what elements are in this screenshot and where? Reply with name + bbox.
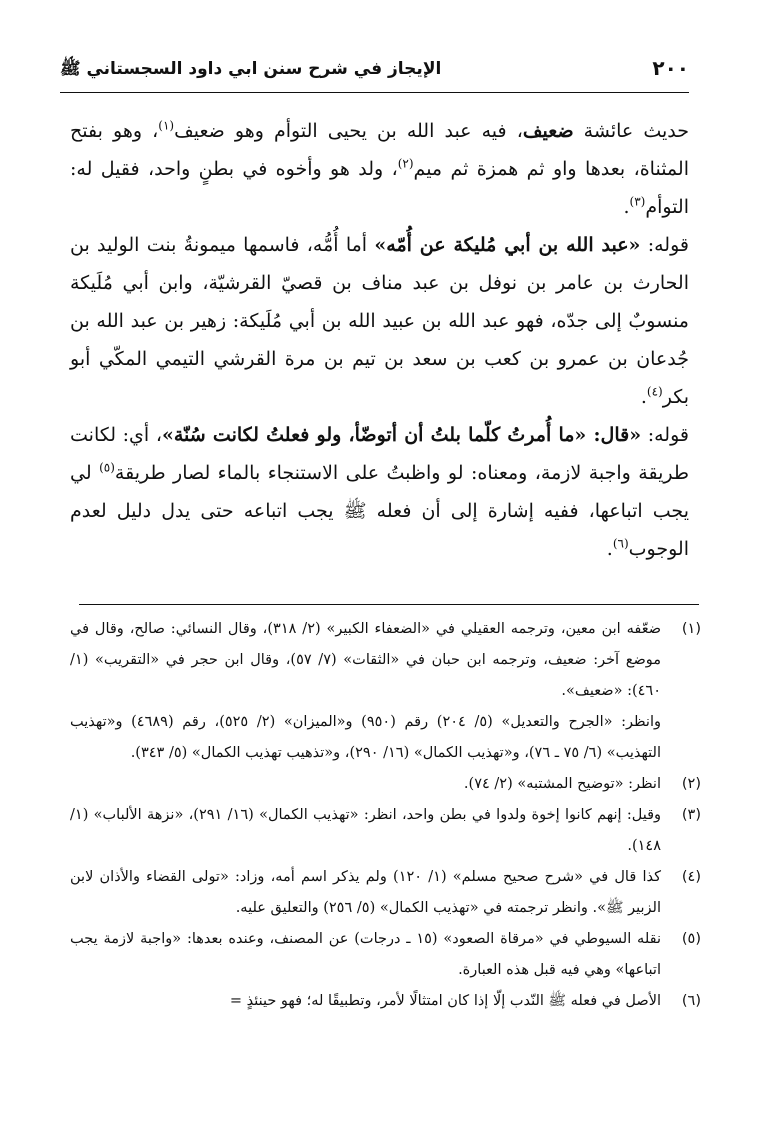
footnote-ref-5[interactable]: (٥) bbox=[99, 460, 115, 475]
footnote-line: وانظر: «الجرح والتعديل» (٥/ ٢٠٤) رقم (٩٥٠) و«الميزان» (٢/ ٥٢٥)، رقم (٤٦٨٩) و«تهذيب التهذيب» (٦/ ٧٥ ـ ٧٦)، و«تهذيب الكمال» (١٦/ ٢٩٠)، و«تذهيب تهذيب الكمال» (٥/ ٣٤٣). bbox=[70, 714, 661, 761]
footnote-number: (١) bbox=[681, 621, 701, 637]
text: ، ولد هو وأخوه في بطنٍ واحد، فقيل له: التوأم bbox=[70, 158, 689, 218]
footnote-ref-6[interactable]: (٦) bbox=[612, 536, 629, 551]
footnote-body bbox=[70, 862, 661, 924]
page-number: ٢٠٠ bbox=[652, 56, 689, 80]
text: لي يجب اتباعها، ففيه إشارة إلى أن فعله ﷺ يجب اتباعه حتى يدل دليل لعدم الوجوب bbox=[70, 462, 689, 560]
text: ، أي: لكانت طريقة واجبة لازمة، ومعناه: لو واظبتُ على الاستنجاء بالماء لصار طريقة bbox=[70, 424, 689, 484]
bold-text: ضعيف bbox=[522, 120, 574, 142]
bold-text: «قال: «ما أُمرتُ كلّما بلتُ أن أتوضّأ، ولو فعلتُ لكانت سُنّة» bbox=[161, 424, 642, 446]
text: . bbox=[623, 196, 630, 218]
footnote-line: وقيل: إنهم كانوا إخوة ولدوا في بطن واحد، انظر: «تهذيب الكمال» (١٦/ ٢٩١)، «نزهة الألباب» (١/ ١٤٨). bbox=[70, 807, 662, 854]
footnote-1 bbox=[70, 614, 701, 769]
text: قوله: bbox=[641, 424, 689, 446]
text: . bbox=[640, 386, 647, 408]
footnote-line: الأصل في فعله ﷺ النّدب إلّا إذا كان امتثالًا لأمر، وتطبيقًا له؛ فهو حينئذٍ = bbox=[229, 993, 661, 1009]
paragraph-3 bbox=[70, 416, 689, 568]
running-title: الإيجاز في شرح سنن ابي داود السجستاني ﷺ bbox=[60, 59, 442, 79]
paragraph-2 bbox=[70, 226, 689, 416]
footnote-2 bbox=[70, 769, 701, 800]
footnote-ref-3[interactable]: (٣) bbox=[629, 194, 646, 209]
footnote-body bbox=[70, 800, 661, 862]
footnote-line: انظر: «توضيح المشتبه» (٢/ ٧٤). bbox=[463, 776, 661, 792]
footnote-line: ضعّفه ابن معين، وترجمه العقيلي في «الضعفاء الكبير» (٢/ ٣١٨)، وقال النسائي: صالح، وقال في موضع آخر: ضعيف، وترجمه ابن حبان في «الثقات» (٧/ ٥٧)، وقال ابن حجر في «التقريب» (١/ ٤٦٠): «ضعيف». bbox=[70, 621, 662, 699]
footnote-line: كذا قال في «شرح صحيح مسلم» (١/ ١٢٠) ولم يذكر اسم أمه، وزاد: «تولى القضاء والأذان لابن الزبير ﷺ». وانظر ترجمته في «تهذيب الكمال» (٥/ ٢٥٦) والتعليق عليه. bbox=[70, 869, 661, 916]
footnote-ref-1[interactable]: (١) bbox=[158, 118, 175, 133]
footnote-number: (٣) bbox=[681, 807, 701, 823]
footnote-line: نقله السيوطي في «مرقاة الصعود» (١٥ ـ درجات) عن المصنف، وعنده بعدها: «واجبة لازمة يجب اتباعها» وهي فيه قبل هذه العبارة. bbox=[70, 931, 661, 978]
text: ، وهو بفتح المثناة، بعدها واو ثم همزة ثم ميم bbox=[70, 120, 689, 180]
footnote-6 bbox=[70, 986, 701, 1017]
footnote-divider bbox=[79, 604, 699, 605]
footnote-3 bbox=[70, 800, 701, 862]
footnote-ref-2[interactable]: (٢) bbox=[397, 156, 414, 171]
main-text bbox=[70, 112, 689, 568]
footnote-number: (٦) bbox=[681, 993, 701, 1009]
header-divider bbox=[60, 92, 689, 93]
text: . bbox=[606, 538, 613, 560]
text: قوله: bbox=[640, 234, 689, 256]
footnote-number: (٤) bbox=[681, 869, 701, 885]
footnote-ref-4[interactable]: (٤) bbox=[646, 384, 663, 399]
page-header bbox=[60, 54, 689, 90]
text: حديث عائشة bbox=[573, 120, 689, 142]
text: ، فيه عبد الله بن يحيى التوأم وهو ضعيف bbox=[174, 120, 523, 142]
footnote-body bbox=[70, 769, 661, 800]
footnote-number: (٢) bbox=[681, 776, 701, 792]
footnote-body bbox=[70, 614, 661, 769]
footnote-body bbox=[70, 986, 661, 1017]
paragraph-1 bbox=[70, 112, 689, 226]
bold-text: «عبد الله بن أبي مُليكة عن أُمّه» bbox=[374, 234, 641, 256]
footnote-number: (٥) bbox=[681, 931, 701, 947]
footnotes bbox=[70, 614, 701, 1017]
footnote-4 bbox=[70, 862, 701, 924]
text: أما أُمُّه، فاسمها ميمونةُ بنت الوليد بن الحارث بن عامر بن نوفل بن عبد مناف بن قصيّ القرشيّة، وابن أبي مُلَيكة منسوبٌ إلى جدّه، فهو عبد الله بن عبيد الله بن أبي مُلَيكة: زهير بن عبد الله بن جُدعان بن عمرو بن كعب بن سعد بن تيم بن مرة القرشي التيمي المكّي أبو بكر bbox=[70, 234, 689, 408]
footnote-5 bbox=[70, 924, 701, 986]
footnote-body bbox=[70, 924, 661, 986]
